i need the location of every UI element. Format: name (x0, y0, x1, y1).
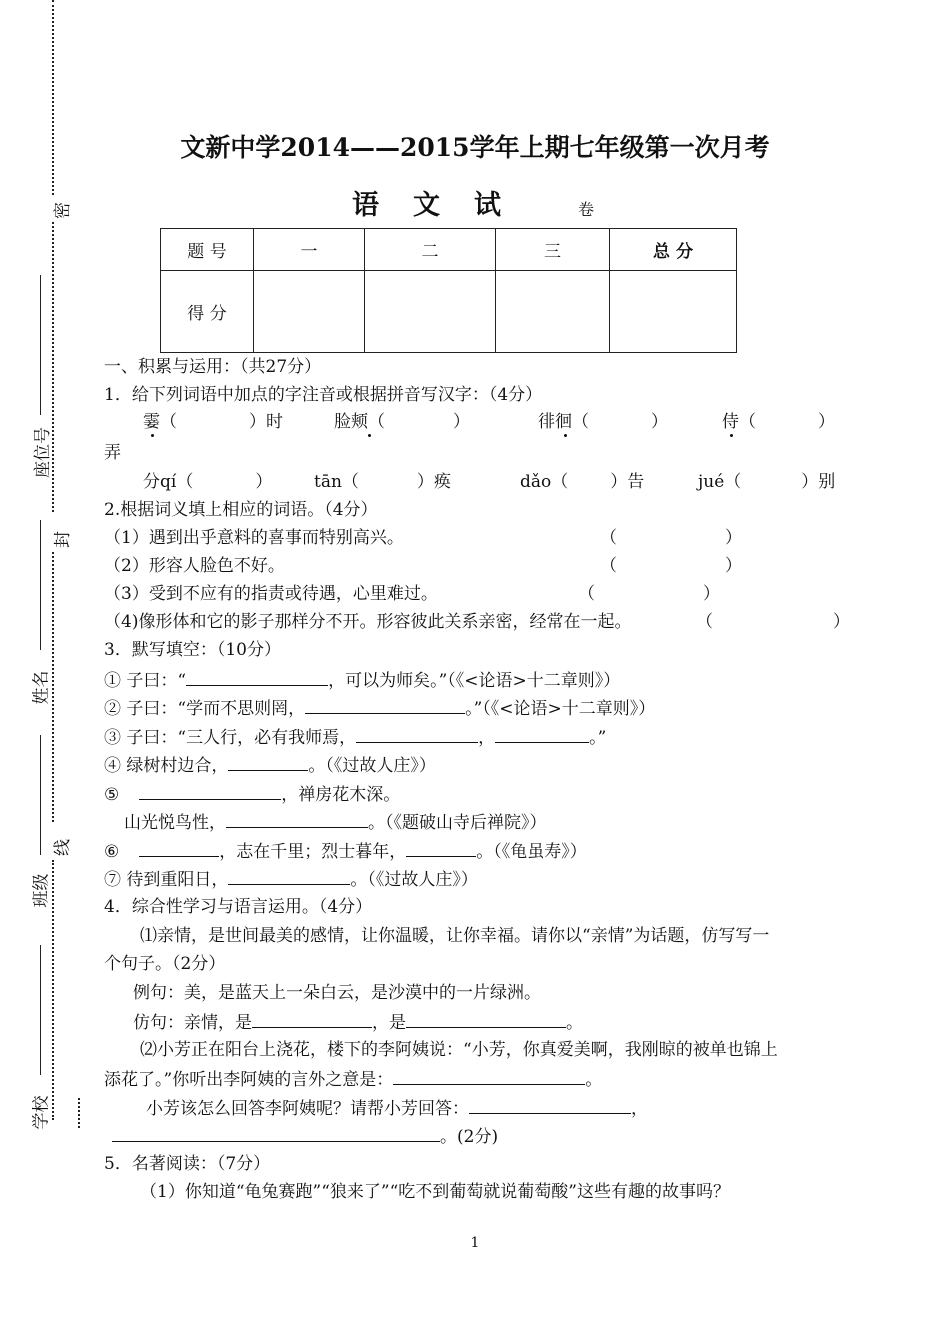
q3-line-3: ③ 子曰：“三人行，必有我师焉， ， 。” (104, 728, 607, 748)
q2-answer-1[interactable]: （ ） (600, 528, 742, 548)
school-underline (40, 945, 41, 1075)
q3-line-4: ④ 绿树村边合， 。（《过故人庄》） (104, 756, 436, 776)
score-header-3: 三 (496, 229, 610, 271)
q3-prompt: 3．默写填空：（10分） (104, 640, 281, 660)
score-row-label: 得 分 (161, 271, 254, 353)
score-cell-3[interactable] (496, 271, 610, 353)
page-number: 1 (470, 1235, 480, 1251)
fill-blank[interactable] (228, 754, 308, 771)
seal-char-mi: 密 (53, 202, 73, 219)
emphasis-dot (564, 434, 567, 437)
q4-example: 例句：美，是蓝天上一朵白云，是沙漠中的一片绿洲。 (133, 983, 541, 1003)
class-underline (40, 735, 41, 855)
section1-heading: 一、积累与运用：（共27分） (104, 357, 322, 377)
fill-blank[interactable] (393, 1068, 585, 1085)
fill-blank[interactable] (112, 1125, 440, 1142)
class-label: 班级 (31, 873, 52, 908)
q1-word-4: 侍 (722, 412, 739, 432)
seat-number-underline (40, 275, 41, 415)
fill-blank[interactable] (495, 726, 589, 743)
exam-subtitle-suffix: 卷 (578, 200, 595, 219)
q2-prompt: 2.根据词义填上相应的词语。（4分） (104, 500, 378, 520)
q2-answer-4[interactable]: （ ） (696, 612, 850, 632)
q1-pinyin-4: jué（ ）别 (698, 472, 836, 492)
q2-item-4: （4)像形体和它的影子那样分不开。形容彼此关系亲密，经常在一起。 (104, 612, 632, 632)
q1-item-1: 霎（ ）时 (143, 412, 283, 432)
q3-line-6: 山光悦鸟性， 。（《题破山寺后禅院》） (124, 813, 547, 833)
seal-dotted-line-lower (52, 860, 54, 1120)
score-cell-total[interactable] (610, 271, 737, 353)
q4-imitate: 仿句：亲情，是 ，是 。 (133, 1013, 583, 1033)
q1-item-3: 徘徊（ ） (538, 412, 668, 432)
score-header-label: 题 号 (161, 229, 254, 271)
fill-blank[interactable] (406, 840, 476, 857)
seat-number-label: 座位号 (33, 427, 53, 478)
score-header-2: 二 (365, 229, 496, 271)
fill-blank[interactable] (226, 811, 368, 828)
q4-part2-line2: 添花了。”你听出李阿姨的言外之意是： 。 (104, 1070, 603, 1090)
name-underline (40, 520, 41, 650)
exam-title: 文新中学2014——2015学年上期七年级第一次月考 (180, 133, 770, 162)
name-label: 姓名 (31, 670, 52, 705)
emphasis-dot (368, 434, 371, 437)
q3-line-8: ⑦ 待到重阳日， 。（《过故人庄》） (104, 870, 478, 890)
q3-line-1: ① 子曰：“ ，可以为师矣。”（《<论语>十二章则》） (104, 671, 621, 691)
q3-line-5: ⑤ ，禅房花木深。 (104, 785, 401, 805)
score-table (160, 228, 737, 353)
fill-blank[interactable] (139, 840, 219, 857)
q2-item-1: （1）遇到出乎意料的喜事而特别高兴。 (104, 528, 404, 548)
emphasis-dot (151, 434, 154, 437)
q1-prompt: 1．给下列词语中加点的字注音或根据拼音写汉字：（4分） (104, 385, 543, 405)
fill-blank[interactable] (186, 669, 328, 686)
score-header-1: 一 (254, 229, 365, 271)
exam-subtitle: 语文试 (352, 190, 535, 221)
emphasis-dot (730, 434, 733, 437)
fill-blank[interactable] (305, 697, 465, 714)
q4-part3: 小芳该怎么回答李阿姨呢？请帮小芳回答： ， (146, 1099, 648, 1119)
school-label: 学校 (31, 1095, 52, 1130)
fill-blank[interactable] (139, 783, 281, 800)
seal-char-feng: 封 (53, 531, 73, 548)
seal-dotted-line-middle (52, 552, 54, 822)
seal-char-xian: 线 (53, 839, 73, 856)
q4-part1-line1: ⑴亲情，是世间最美的感情，让你温暖，让你幸福。请你以“亲情”为话题，仿写写一 (140, 926, 770, 946)
q5-part1: （1）你知道“龟兔赛跑”“狼来了”“吃不到葡萄就说葡萄酸”这些有趣的故事吗？ (140, 1182, 730, 1202)
q1-pinyin-1: 分qí（ ） (143, 472, 273, 492)
q2-answer-3[interactable]: （ ） (578, 584, 720, 604)
seal-dotted-line-top (52, 0, 54, 195)
q5-prompt: 5．名著阅读：（7分） (104, 1154, 271, 1174)
q4-part1-line2: 个句子。（2分） (104, 954, 226, 974)
score-cell-2[interactable] (365, 271, 496, 353)
q1-word-3: 徘徊 (538, 412, 572, 432)
score-header-total: 总 分 (610, 229, 737, 271)
q4-part2-line1: ⑵小芳正在阳台上浇花，楼下的李阿姨说：“小芳，你真爱美啊，我刚晾的被单也锦上 (140, 1040, 778, 1060)
fill-blank[interactable] (406, 1011, 566, 1028)
q1-row1-wrap: 弄 (104, 443, 121, 463)
q4-prompt: 4．综合性学习与语言运用。（4分） (104, 897, 373, 917)
q3-line-2: ② 子曰：“学而不思则罔， 。”（《<论语>十二章则》） (104, 699, 656, 719)
q3-line-7: ⑥ ，志在千里；烈士暮年， 。（《龟虽寿》） (104, 842, 587, 862)
score-cell-1[interactable] (254, 271, 365, 353)
seal-dotted-line-bottom (78, 1098, 80, 1128)
q1-item-4: 侍（ ） (722, 412, 835, 432)
q2-answer-2[interactable]: （ ） (600, 556, 742, 576)
q1-pinyin-3: dǎo（ ）告 (520, 472, 645, 492)
q2-item-3: （3）受到不应有的指责或待遇，心里难过。 (104, 584, 438, 604)
q1-word-1: 霎 (143, 412, 160, 432)
q2-item-2: （2）形容人脸色不好。 (104, 556, 285, 576)
q1-item-2: 脸颊（ ） (334, 412, 470, 432)
fill-blank[interactable] (469, 1097, 631, 1114)
fill-blank[interactable] (252, 1011, 372, 1028)
fill-blank[interactable] (228, 868, 350, 885)
fill-blank[interactable] (356, 726, 478, 743)
q1-word-2: 脸颊 (334, 412, 368, 432)
q1-pinyin-2: tān（ ）痪 (314, 472, 451, 492)
q4-part4: 。(2分) (112, 1125, 498, 1147)
